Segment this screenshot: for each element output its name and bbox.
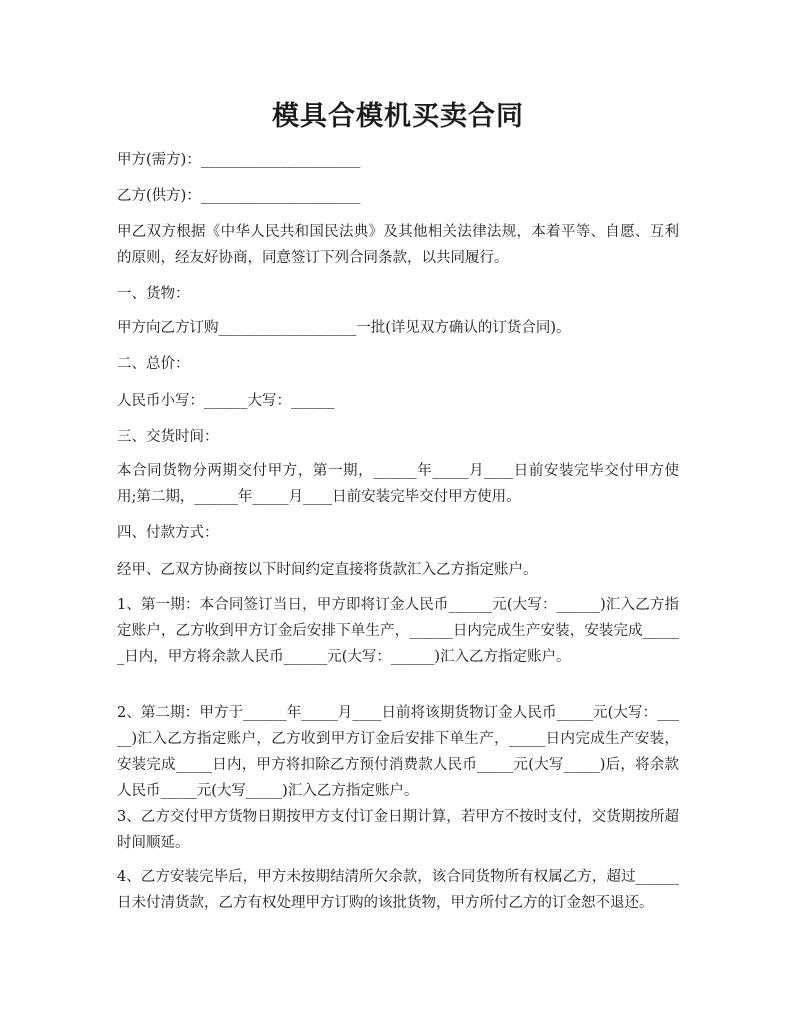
section-heading-goods: 一、货物： (117, 286, 190, 302)
preamble-paragraph: 甲乙双方根据《中华人民共和国民法典》及其他相关法律法规，本着平等、自愿、互利的原则，经友好协商，同意签订下列合同条款，以共同履行。 (117, 224, 679, 266)
payment-clause-4: 4、乙方安装完毕后，甲方未按期结清所欠余款，该合同货物所有权属乙方，超过______日未付清货款，乙方有权处理甲方订购的该批货物，甲方所付乙方的订金恕不退还。 (117, 869, 679, 911)
delivery-time-paragraph: 本合同货物分两期交付甲方，第一期，______年_____月____日前安装完毕交付甲方使用;第二期，______年_____月____日前安装完毕交付甲方使用。 (117, 463, 679, 505)
payment-clause-3: 3、乙方交付甲方货物日期按甲方支付订金日期计算，若甲方不按时支付，交货期按所超时间顺延。 (117, 809, 679, 851)
section-heading-total-price: 二、总价： (117, 356, 190, 372)
section-heading-delivery-time: 三、交货时间： (117, 429, 219, 445)
section-heading-payment: 四、付款方式： (117, 525, 219, 541)
goods-paragraph: 甲方向乙方订购___________________一批(详见双方确认的订货合同)。 (117, 320, 571, 336)
payment-intro-paragraph: 经甲、乙双方协商按以下时间约定直接将货款汇入乙方指定账户。 (117, 562, 538, 578)
payment-clause-1: 1、第一期：本合同签订当日，甲方即将订金人民币______元(大写：______)汇入乙方指定账户，乙方收到甲方订金后安排下单生产，______日内完成生产安装，安装完成______日内，甲方将余款人民币______元(大写：______)汇入乙方指定账户。 (117, 597, 679, 665)
document-title: 模具合模机买卖合同 (272, 101, 524, 132)
party-a-line: 甲方(需方)：______________________ (117, 152, 361, 168)
total-price-paragraph: 人民币小写：______大写：______ (117, 393, 335, 409)
payment-clause-2: 2、第二期：甲方于______年_____月____日前将该期货物订金人民币_____元(大写：_____)汇入乙方指定账户，乙方收到甲方订金后安排下单生产，_____日内完成生产安装，安装完成_____日内，甲方将扣除乙方预付消费款人民币_____元(大写_____)后，将余款人民币_____元(大写_____)汇入乙方指定账户。 (117, 705, 679, 799)
party-b-line: 乙方(供方)：______________________ (117, 188, 361, 204)
